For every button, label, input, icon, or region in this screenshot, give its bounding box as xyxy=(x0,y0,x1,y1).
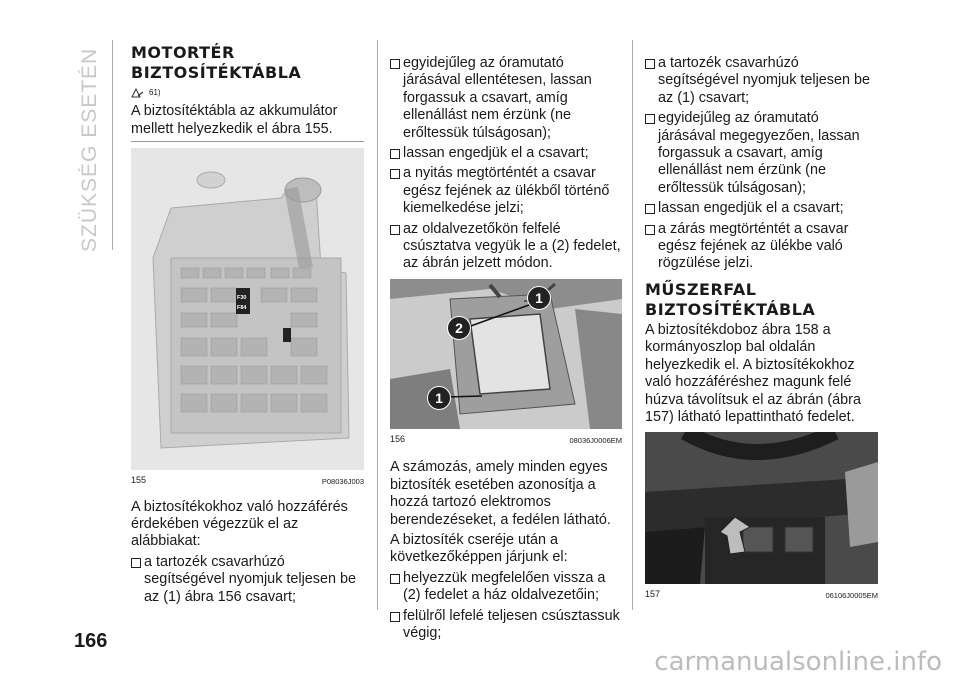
step-bullet: egyidejűleg az óramutató járásával ellentétesen, lassan forgassuk a csavart, amíg ellenállást nem érzünk (ne erőltessük túlságosan); xyxy=(390,55,622,142)
figure-155-caption xyxy=(131,472,364,490)
after-replacement-paragraph: A biztosíték cseréje után a következőképpen járjunk el: xyxy=(390,531,568,566)
chapter-rule xyxy=(112,40,113,250)
dashboard-fuse-paragraph: A biztosítékdoboz ábra 158 a kormányoszlop bal oldalán helyezkedik el. A biztosítékokhoz való hozzáféréshez magunk felé húzva távolítsuk el az ábrán (ábra 157) látható lepattintható fedelet. xyxy=(645,321,861,425)
figure-155-number: 155 xyxy=(131,475,147,486)
section-heading-line1: MOTORTÉR xyxy=(131,43,235,62)
callout-2: 2 xyxy=(447,316,471,340)
section-heading-line2: BIZTOSÍTÉKTÁBLA xyxy=(645,299,816,319)
fuse-label-f30: F30 xyxy=(237,295,247,302)
section-heading-line2: BIZTOSÍTÉKTÁBLA xyxy=(131,63,302,82)
step-bullet: felülről lefelé teljesen csúsztassuk végig; xyxy=(390,608,622,643)
chapter-side-title: SZÜKSÉG ESETÉN xyxy=(78,47,101,252)
warning-ref-number: 61) xyxy=(149,88,161,97)
column-1 xyxy=(131,44,364,609)
access-paragraph: A biztosítékokhoz való hozzáférés érdekében végezzük el az alábbiakat: xyxy=(131,498,348,550)
figure-156-caption xyxy=(390,431,622,449)
figure-156-number: 156 xyxy=(390,433,406,444)
step-bullet: lassan engedjük el a csavart; xyxy=(390,145,622,162)
step-bullet: a tartozék csavarhúzó segítségével nyomjuk teljesen be az (1) ábra 156 csavart; xyxy=(131,554,364,606)
fuse-box-drawing xyxy=(131,148,364,470)
warning-hand-icon xyxy=(131,87,145,99)
figure-157-caption xyxy=(645,586,878,604)
fuse-cover-drawing xyxy=(390,279,622,429)
page-number: 166 xyxy=(74,630,108,652)
fuse-label-f84: F84 xyxy=(237,305,247,312)
column-divider-2 xyxy=(632,40,633,610)
callout-1-top: 1 xyxy=(527,286,551,310)
warning-reference xyxy=(131,84,364,101)
figure-156-code: 08036J0006EM xyxy=(569,435,622,445)
callout-1-bottom: 1 xyxy=(427,386,451,410)
figure-155-engine-fuse-box xyxy=(131,148,364,470)
figure-157-dashboard-cover xyxy=(645,432,878,584)
step-bullet: a zárás megtörténtét a csavar egész fejének az ülékbe való rögzülése jelzi. xyxy=(645,221,878,273)
column-2 xyxy=(390,55,622,645)
figure-157-number: 157 xyxy=(645,589,661,600)
dashboard-drawing xyxy=(645,432,878,584)
column-3 xyxy=(645,55,878,611)
figure-top-rule xyxy=(131,141,364,142)
step-bullet: az oldalvezetőkön felfelé csúsztatva vegyük le a (2) fedelet, az ábrán jelzett módon. xyxy=(390,221,622,273)
step-bullet: helyezzük megfelelően vissza a (2) fedelet a ház oldalvezetőin; xyxy=(390,570,622,605)
figure-156-fuse-cover xyxy=(390,279,622,429)
watermark: carmanualsonline.info xyxy=(654,647,942,677)
section-heading-line1: MŰSZERFAL xyxy=(645,279,757,299)
figure-155-code: P08036J003 xyxy=(321,477,364,487)
step-bullet: lassan engedjük el a csavart; xyxy=(645,200,878,217)
intro-paragraph: A biztosítéktábla az akkumulátor mellett helyezkedik el ábra 155. xyxy=(131,103,338,137)
figure-157-code: 06106J0005EM xyxy=(825,591,878,601)
column-divider-1 xyxy=(377,40,378,610)
step-bullet: a nyitás megtörténtét a csavar egész fejének az ülékből történő kiemelkedése jelzi; xyxy=(390,165,622,217)
numbering-paragraph: A számozás, amely minden egyes biztosíték esetében azonosítja a hozzá tartozó elektromos berendezéseket, a fedélen látható. xyxy=(390,459,611,528)
step-bullet: a tartozék csavarhúzó segítségével nyomjuk teljesen be az (1) csavart; xyxy=(645,55,878,107)
step-bullet: egyidejűleg az óramutató járásával megegyezően, lassan forgassuk a csavart, amíg ellenállást nem érzünk (ne erőltessük túlságosan); xyxy=(645,110,878,197)
